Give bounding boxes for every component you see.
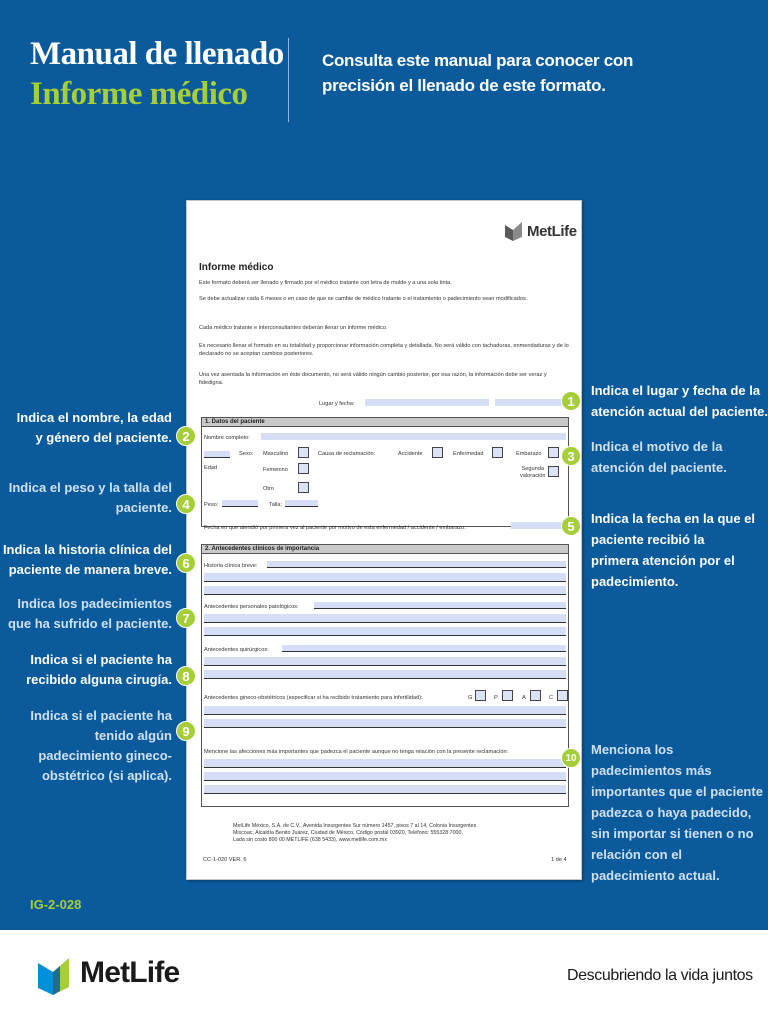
form-paragraph: Este formato deberá ser llenado y firmado por el médico tratante con letra de molde y a una sola tinta. [199, 280, 452, 286]
form-footer-line: Lada sin costo 800 00 METLIFE (638 5433), www.metlife.com.mx [233, 837, 387, 843]
clinical-history-line[interactable] [204, 573, 566, 582]
step-badge-3: 3 [561, 446, 581, 466]
form-footer-line: Mixcoac, Alcaldía Benito Juárez, Ciudad de México, Código postal 03920, Teléfono: 555328 7000, [233, 830, 463, 836]
step-badge-1: 1 [561, 391, 581, 411]
annotation-line: padecimientos más [591, 763, 712, 778]
annotation-line: Indica el motivo de la [591, 439, 723, 454]
form-title: Informe médico [199, 262, 274, 273]
annotation-line: obstétrico (si aplica). [41, 768, 172, 783]
annotation-line: padecimiento. [591, 574, 679, 589]
conditions-line[interactable] [204, 785, 566, 794]
second-opinion-line: Segunda [521, 466, 544, 472]
form-preview [186, 200, 582, 880]
header-divider [288, 38, 289, 122]
pathological-label: Antecedentes personales patológicos: [204, 604, 299, 610]
weight-label: Peso: [204, 502, 219, 508]
form-paragraph: Cada médico tratante e interconsultantes deberán llenar un informe médico. [199, 325, 388, 331]
step-badge-10: 10 [561, 748, 581, 768]
male-checkbox[interactable] [298, 447, 309, 458]
annotation-line: atención del paciente. [591, 460, 727, 475]
form-page-number: 1 de 4 [551, 857, 567, 863]
full-name-field[interactable] [261, 433, 566, 440]
illness-label: Enfermedad [453, 451, 484, 457]
step-badge-8: 8 [176, 666, 196, 686]
annotation-line: primera atención por el [591, 553, 735, 568]
clinical-history-line[interactable] [204, 586, 566, 595]
gyneco-g-box[interactable] [475, 690, 486, 701]
annotation-line: paciente de manera breve. [8, 562, 172, 577]
other-checkbox[interactable] [298, 482, 309, 493]
annotation-line: Menciona los [591, 742, 674, 757]
form-code: CC-1-020 VER. 6 [203, 857, 247, 863]
first-care-label: Fecha en que atendió por primera vez al paciente por motivo de esta enfermedad / accidente / embarazo. [204, 525, 466, 531]
male-label: Masculino [263, 451, 289, 457]
accident-checkbox[interactable] [432, 447, 443, 458]
annotation-line: atención actual del paciente. [591, 404, 768, 419]
annotation-line: Indica la fecha en la que el [591, 511, 756, 526]
metlife-logo-icon [38, 958, 70, 996]
first-care-date-field[interactable] [511, 522, 563, 529]
annotation-line: sin importar si tienen o no [591, 826, 754, 841]
annotation-line: importantes que el paciente [591, 784, 763, 799]
claim-cause-label: Causa de reclamación: [318, 451, 376, 457]
surgical-line[interactable] [204, 657, 566, 666]
document-code: IG-2-028 [30, 897, 82, 912]
annotation-left-gyneco [30, 706, 172, 786]
annotation-left-weight [9, 478, 172, 518]
annotation-line: padezca o haya padecido, [591, 805, 752, 820]
brand-tagline: Descubriendo la vida juntos [567, 967, 753, 984]
height-label: Talla: [269, 502, 283, 508]
place-field[interactable] [365, 399, 489, 406]
annotation-line: tenido algún [94, 728, 172, 743]
metlife-logo-icon [505, 222, 523, 242]
step-badge-2: 2 [176, 426, 196, 446]
annotation-left-history [3, 540, 172, 580]
form-footer-line: MetLife México, S.A. de C.V., Avenida Insurgentes Sur número 1457, pisos 7 al 14, Colonia Insurgentes [233, 823, 477, 829]
conditions-line[interactable] [204, 759, 566, 768]
surgical-label: Antecedentes quirúrgicos: [204, 647, 269, 653]
full-name-label: Nombre completo: [204, 435, 250, 441]
age-field[interactable] [204, 451, 230, 458]
clinical-history-field[interactable] [267, 561, 566, 568]
gyneco-a-box[interactable] [530, 690, 541, 701]
form-paragraph: Es necesario llenar el formato en su totalidad y proporcionar información completa y detallada. No será válido con tachaduras, enmendaduras y de lo declarado no se aceptan cambios posteriores. [199, 343, 569, 357]
gyneco-line[interactable] [204, 719, 566, 728]
step-badge-6: 6 [176, 553, 196, 573]
form-paragraph: Se debe actualizar cada 6 meses o en caso de que se cambie de médico tratante o el tratamiento o padecimiento sean modificados. [199, 296, 528, 302]
section1-header: 1. Datos del paciente [201, 417, 569, 427]
annotation-right-place-date [591, 380, 768, 422]
annotation-line: paciente recibió la [591, 532, 705, 547]
annotation-line: Indica el nombre, la edad [16, 410, 172, 425]
pathological-line[interactable] [204, 627, 566, 636]
gyneco-c-label: C [549, 695, 554, 701]
conditions-line[interactable] [204, 772, 566, 781]
step-badge-7: 7 [176, 608, 196, 628]
second-opinion-checkbox[interactable] [548, 466, 559, 477]
height-field[interactable] [285, 500, 318, 507]
sex-label: Sexo: [239, 451, 254, 457]
gyneco-a-label: A [522, 695, 526, 701]
section2-header: 2. Antecedentes clínicos de importancia [201, 544, 569, 554]
illness-checkbox[interactable] [492, 447, 503, 458]
clinical-history-label: Historia clínica breve: [204, 563, 258, 569]
annotation-line: y género del paciente. [35, 430, 172, 445]
surgical-field[interactable] [282, 645, 566, 652]
pathological-line[interactable] [204, 614, 566, 623]
place-date-label: Lugar y fecha: [319, 401, 355, 407]
gyneco-label: Antecedentes gineco-obstétricos (especificar si ha recibido tratamiento para infertilidad): [204, 695, 423, 701]
second-opinion-line: valoración [520, 473, 546, 479]
gyneco-p-box[interactable] [502, 690, 513, 701]
age-label: Edad [204, 465, 218, 471]
annotation-line: paciente. [115, 500, 172, 515]
other-label: Otro [263, 486, 274, 492]
annotation-right-reason [591, 436, 727, 478]
annotation-left-conditions [8, 594, 172, 634]
gyneco-p-label: P [494, 695, 498, 701]
step-badge-5: 5 [561, 516, 581, 536]
section1-body [201, 427, 569, 527]
annotation-line: relación con el [591, 847, 683, 862]
female-label: Femenino [263, 467, 288, 473]
annotation-line: Indica la historia clínica del [2, 542, 172, 557]
annotation-line: Indica los padecimientos [17, 596, 172, 611]
annotation-right-first-care [591, 508, 755, 592]
female-checkbox[interactable] [298, 463, 309, 474]
second-opinion-label [520, 466, 546, 480]
annotation-line: Indica el peso y la talla del [8, 480, 172, 495]
step-badge-4: 4 [176, 494, 196, 514]
gyneco-c-box[interactable] [557, 690, 568, 701]
annotation-line: padecimiento actual. [591, 868, 720, 883]
annotation-line: que ha sufrido el paciente. [8, 616, 172, 631]
gyneco-g-label: G [468, 695, 473, 701]
gyneco-line[interactable] [204, 706, 566, 715]
pathological-field[interactable] [314, 602, 566, 609]
annotation-left-name [17, 408, 172, 448]
pregnancy-label: Embarazo [516, 451, 542, 457]
date-field[interactable] [495, 399, 563, 406]
form-footer-address [233, 823, 533, 844]
annotation-line: Indica si el paciente ha [30, 708, 172, 723]
conditions-label: Mencione las afecciones más importantes que padezca el paciente aunque no tenga relación con la presente reclamación: [204, 749, 509, 755]
annotation-line: Indica el lugar y fecha de la [591, 383, 761, 398]
annotation-line: Indica si el paciente ha [30, 652, 172, 667]
annotation-line: recibido alguna cirugía. [26, 672, 172, 687]
brand-logo-text: MetLife [80, 956, 180, 989]
annotation-right-main-conditions [591, 739, 763, 886]
intro-line: precisión el llenado de este formato. [322, 76, 606, 95]
accident-label: Accidente [398, 451, 423, 457]
page-title-line2: Informe médico [30, 76, 248, 112]
annotation-left-surgery [26, 650, 172, 690]
intro-text [322, 48, 642, 98]
form-logo-text: MetLife [527, 223, 577, 240]
pregnancy-checkbox[interactable] [548, 447, 559, 458]
step-badge-9: 9 [176, 721, 196, 741]
surgical-line[interactable] [204, 670, 566, 679]
form-paragraph: Una vez asentada la información en éste documento, no será válido ningún cambio posterior, por esa razón, la información debe ser veraz y fidedigna. [199, 372, 547, 386]
page-title-line1: Manual de llenado [30, 36, 284, 72]
weight-field[interactable] [222, 500, 258, 507]
intro-line: Consulta este manual para conocer con [322, 51, 634, 70]
annotation-line: padecimiento gineco- [38, 748, 172, 763]
